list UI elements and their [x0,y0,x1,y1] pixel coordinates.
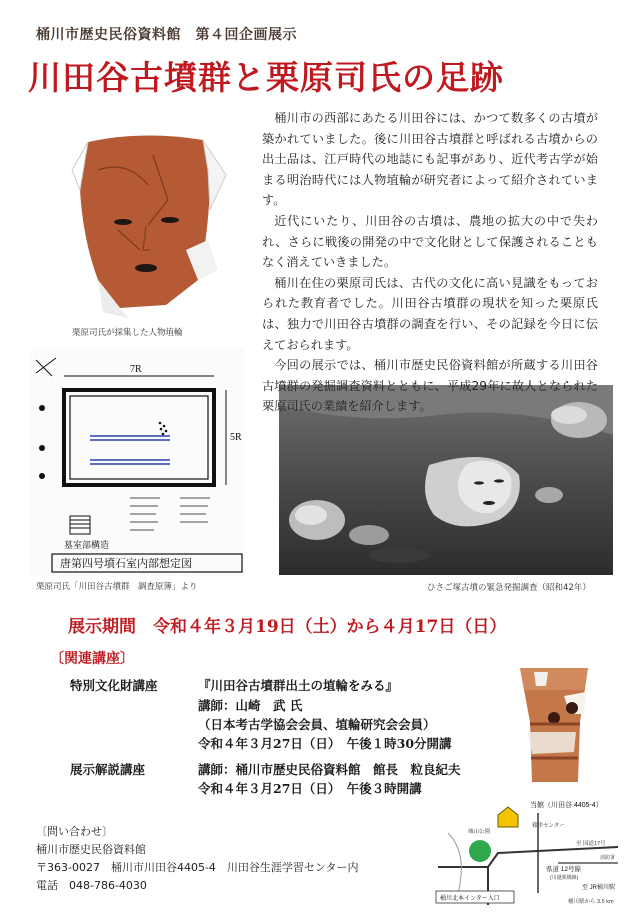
map-interchange: 桶川北本インター入口 [440,896,500,902]
lecture2-datetime: 令和４年３月27日（日） 午後３時開講 [198,781,422,796]
haniwa-face-photo [58,130,228,338]
map-center-label: 篠津センター [532,823,565,829]
lecture1-affiliation: （日本考古学協会会員、埴輪研究会会員） [198,717,436,732]
cylindrical-haniwa-photo [514,662,594,787]
intro-paragraph: 近代にいたり、川田谷の古墳は、農地の拡大の中で失われ、さらに戦後の開発の中で文化財として保護されることもなく消えていきました。 [262,213,598,270]
intro-paragraph: 桶川市の西部にあたる川田谷には、かつて数多くの古墳が築かれていました。後に川田谷古墳群と呼ばれる古墳からの出土品は、江戸時代の地誌にも記事があり、近代考古学が始まる明治時代には人物埴輪が研究者によって紹介されています。 [262,111,598,208]
contact-label: 〔問い合わせ〕 [36,825,113,838]
contact-block [36,823,358,895]
map-distance: 桶川駅から 3.5 km [568,899,614,905]
map-museum-label: 当館（川田谷 4405-4） [530,802,603,809]
map-pref-road-sub: (川越栗橋線) [550,875,579,881]
survey-drawing-title: 唐第四号墳石室内部想定図 [60,558,192,570]
intro-paragraph: 今回の展示では、桶川市歴史民俗資料館が所蔵する川田谷古墳群の発掘調査資料とともに、平成29年に故人となられた栗原司氏の業績を紹介します。 [262,358,598,414]
survey-dim-side: 5R [230,432,242,443]
map-route17: 至 国道17号 [576,841,606,847]
lecture2-speaker: 講師：桶川市歴史民俗資料館 館長 粒良紀夫 [198,762,461,777]
contact-name: 桶川市歴史民俗資料館 [36,843,146,856]
intro-text [262,108,598,417]
lecture1-type: 特別文化財講座 [70,678,158,693]
access-map [428,793,626,905]
map-park-label: 城山公園 [468,829,491,835]
intro-paragraph: 桶川在住の栗原司氏は、古代の文化に高い見識をもっておられた教育者でした。川田谷古墳群の現状を知った栗原氏は、独力で川田谷古墳群の調査を行い、その記録を今日に伝えておられます。 [262,275,598,352]
lecture1-datetime: 令和４年３月27日（日） 午後１時30分開講 [198,736,452,751]
survey-caption: 栗原司氏「川田谷古墳群 調査原簿」より [36,582,198,592]
park-marker [469,840,491,862]
photo-caption: ひさご塚古墳の緊急発掘調査（昭和42年） [427,583,591,593]
haniwa-caption: 栗原司氏が採集した人物埴輪 [72,328,183,338]
exhibition-title: 川田谷古墳群と栗原司氏の足跡 [28,58,504,97]
survey-drawing [30,348,244,592]
survey-dim-top: 7R [130,364,142,375]
map-pref-road: 県道 12号線 [546,866,582,873]
survey-room-label: 墓室部構造 [64,540,110,550]
lecture2-type: 展示解説講座 [70,762,146,777]
map-shop: 消防署 [600,855,616,861]
map-station: 至 JR桶川駅 [582,885,616,891]
related-lectures-heading: 〔関連講座〕 [50,651,134,667]
lecture1-speaker: 講師：山崎 武 氏 [198,698,303,713]
museum-marker [498,807,518,827]
contact-address: 〒363-0027 桶川市川田谷4405-4 川田谷生涯学習センター内 [36,861,359,874]
lecture1-title: 『川田谷古墳群出土の埴輪をみる』 [198,678,399,693]
exhibition-period: 展示期間 令和４年３月19日（土）から４月17日（日） [68,617,507,637]
organizer-header: 桶川市歴史民俗資料館 第４回企画展示 [36,27,297,43]
contact-phone: 電話 048-786-4030 [36,879,147,892]
